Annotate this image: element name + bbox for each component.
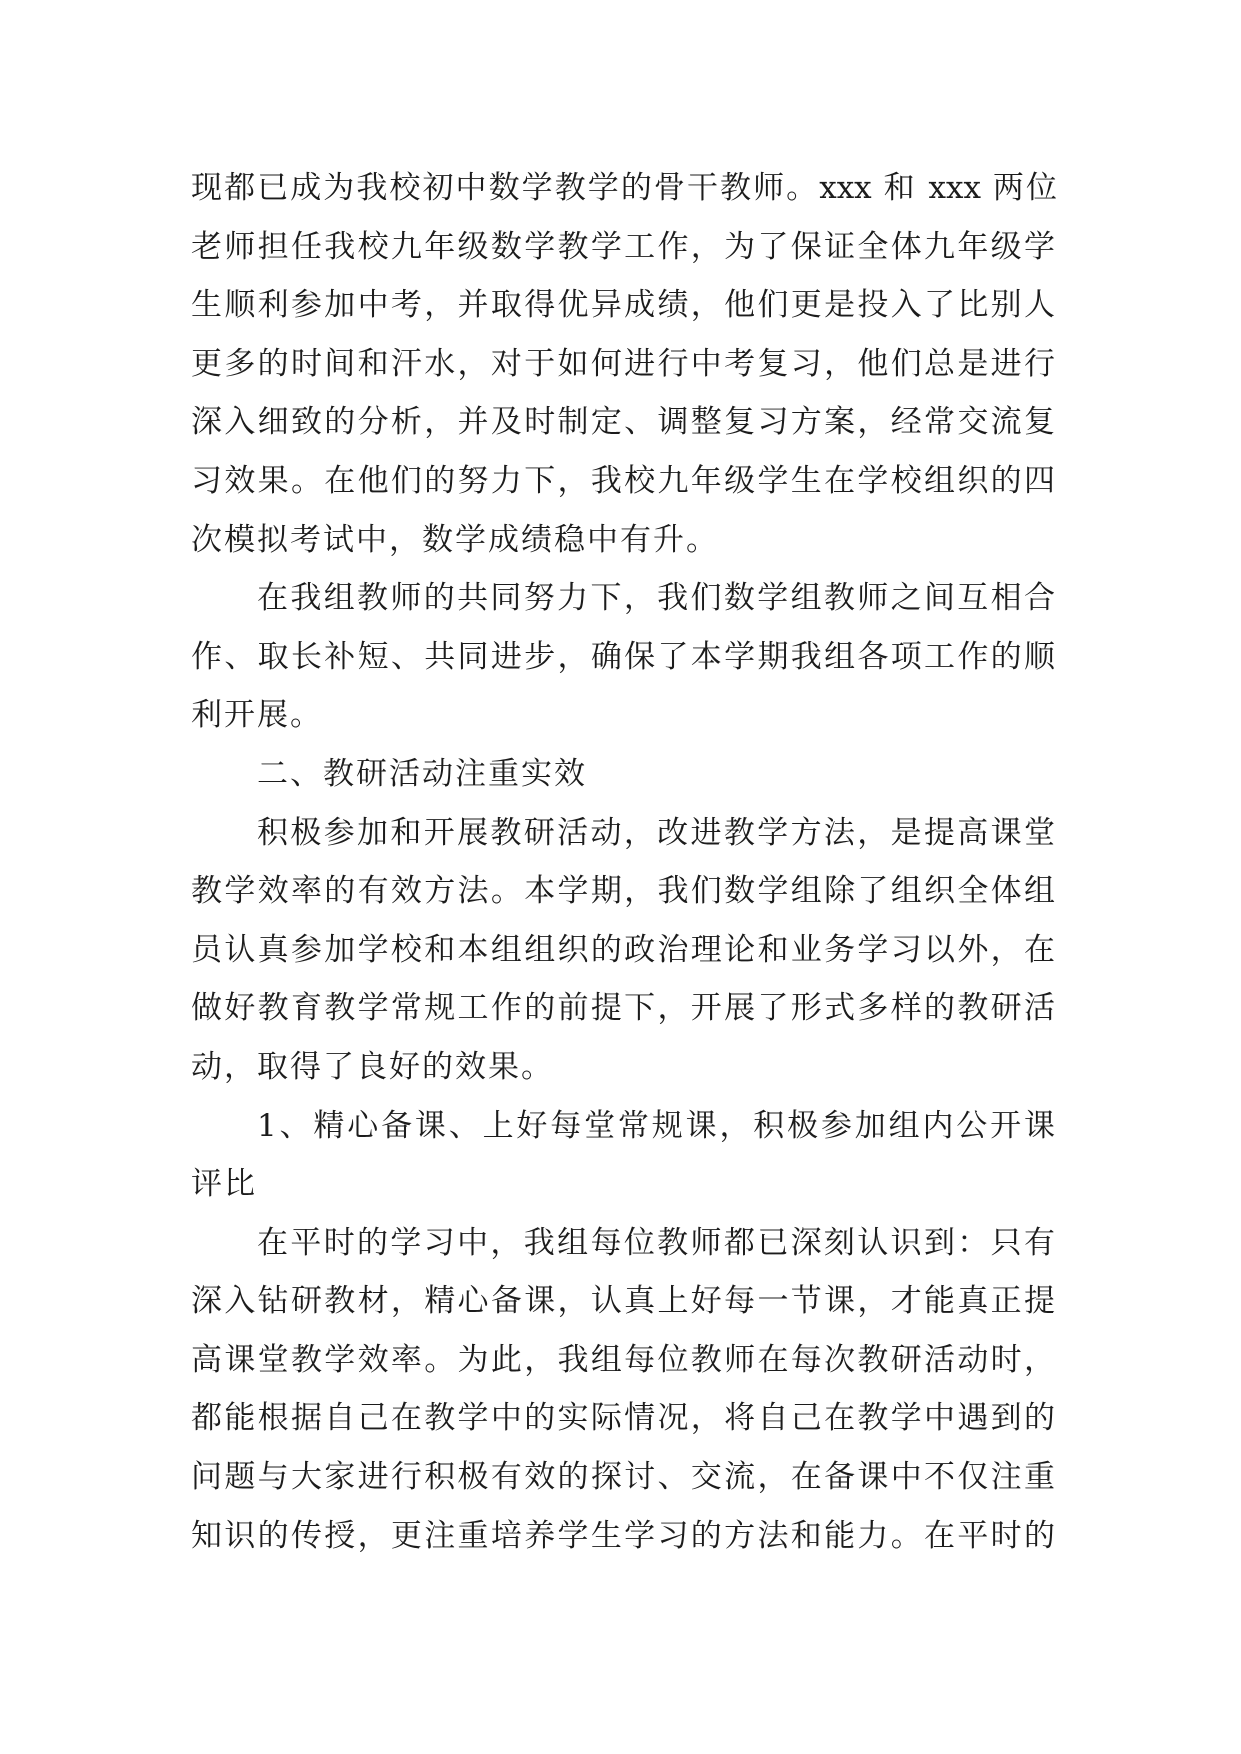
paragraph [191, 1214, 1057, 1566]
paragraph-line: 问题与大家进行积极有效的探讨、交流，在备课中不仅注重 [191, 1459, 1057, 1496]
subsection-heading-line: 评比 [191, 1166, 257, 1203]
paragraph-line: 在我组教师的共同努力下，我们数学组教师之间互相合 [257, 580, 1057, 617]
paragraph-line: 做好教育教学常规工作的前提下，开展了形式多样的教研活 [191, 990, 1057, 1027]
section-heading-text: 二、教研活动注重实效 [257, 755, 587, 792]
paragraph-line: 教学效率的有效方法。本学期，我们数学组除了组织全体组 [191, 873, 1057, 910]
subsection-heading-line: 1、精心备课、上好每堂常规课，积极参加组内公开课 [257, 1107, 1057, 1144]
paragraph-line: 习效果。在他们的努力下，我校九年级学生在学校组织的四 [191, 462, 1057, 499]
paragraph [191, 804, 1057, 1097]
paragraph-line: 深入细致的分析，并及时制定、调整复习方案，经常交流复 [191, 404, 1057, 441]
paragraph-line: 积极参加和开展教研活动，改进教学方法，是提高课堂 [257, 814, 1057, 851]
paragraph-line: 现都已成为我校初中数学教学的骨干教师。xxx 和 xxx 两位 [191, 170, 1057, 206]
paragraph-line: 生顺利参加中考，并取得优异成绩，他们更是投入了比别人 [191, 287, 1057, 324]
paragraph-line: 次模拟考试中，数学成绩稳中有升。 [191, 521, 719, 558]
paragraph-line: 作、取长补短、共同进步，确保了本学期我组各项工作的顺 [191, 638, 1057, 675]
document-body [191, 159, 1057, 1565]
paragraph-line: 深入钻研教材，精心备课，认真上好每一节课，才能真正提 [191, 1283, 1057, 1320]
paragraph-line: 利开展。 [191, 697, 323, 734]
paragraph [191, 569, 1057, 745]
paragraph-line: 更多的时间和汗水，对于如何进行中考复习，他们总是进行 [191, 345, 1057, 382]
paragraph-line: 都能根据自己在教学中的实际情况，将自己在教学中遇到的 [191, 1400, 1057, 1437]
paragraph [191, 159, 1057, 569]
paragraph-line: 员认真参加学校和本组组织的政治理论和业务学习以外，在 [191, 931, 1057, 968]
subsection-heading [191, 1097, 1057, 1214]
section-heading [191, 745, 1057, 804]
paragraph-line: 老师担任我校九年级数学教学工作，为了保证全体九年级学 [191, 228, 1057, 265]
paragraph-line: 知识的传授，更注重培养学生学习的方法和能力。在平时的 [191, 1517, 1057, 1554]
paragraph-line: 在平时的学习中，我组每位教师都已深刻认识到：只有 [257, 1224, 1057, 1261]
paragraph-line: 动，取得了良好的效果。 [191, 1048, 554, 1085]
paragraph-line: 高课堂教学效率。为此，我组每位教师在每次教研活动时， [191, 1341, 1057, 1378]
